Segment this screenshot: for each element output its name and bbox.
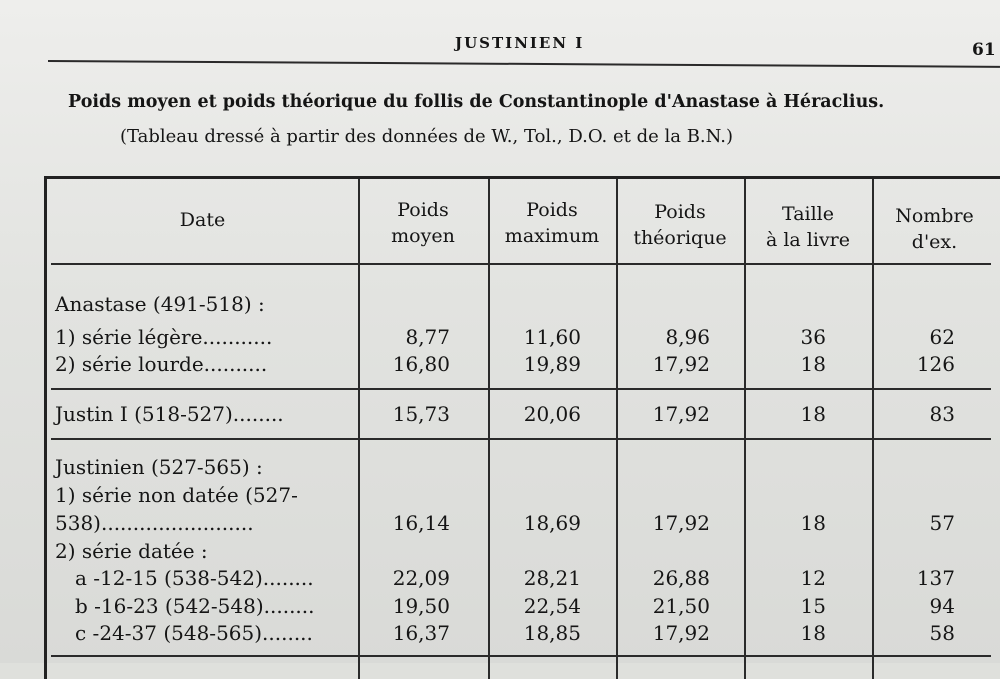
row-value: 15 xyxy=(800,594,826,618)
row-value: 126 xyxy=(916,352,955,376)
header-poids-moyen: Poids moyen xyxy=(391,199,455,247)
row-value: 16,14 xyxy=(392,511,450,535)
row-value: 8,96 xyxy=(665,325,710,349)
row-value: 15,73 xyxy=(392,402,450,426)
header-poids-maximum: Poids maximum xyxy=(504,199,600,247)
row-value: 19,50 xyxy=(392,594,450,618)
row-label: c -24-37 (548-565)........ xyxy=(75,621,313,645)
row-value: 17,92 xyxy=(652,511,710,535)
table-subtitle: (Tableau dressé à partir des données de W., Tol., D.O. et de la B.N.) xyxy=(120,126,733,147)
group-rule xyxy=(51,388,991,390)
header-nombre: Nombre d'ex. xyxy=(895,205,974,253)
row-value: 137 xyxy=(916,566,955,590)
row-value: 36 xyxy=(800,325,826,349)
header-poids-theorique: Poids théorique xyxy=(633,201,727,249)
row-label: 538)........................ xyxy=(55,511,254,535)
row-value: 83 xyxy=(929,402,955,426)
row-value: 22,09 xyxy=(392,566,450,590)
group-rule xyxy=(51,438,991,440)
row-label: Anastase (491-518) : xyxy=(55,292,265,316)
row-label: b -16-23 (542-548)........ xyxy=(75,594,315,618)
row-value: 18 xyxy=(800,352,826,376)
column-rule xyxy=(616,179,618,679)
header-taille: Taille à la livre xyxy=(765,203,851,251)
row-value: 16,80 xyxy=(392,352,450,376)
row-label: Justinien (527-565) : xyxy=(55,455,263,479)
follis-weight-table xyxy=(44,176,1000,679)
row-value: 57 xyxy=(929,511,955,535)
page-number: 61 xyxy=(972,40,996,60)
row-label: a -12-15 (538-542)........ xyxy=(75,566,314,590)
row-value: 16,37 xyxy=(392,621,450,645)
row-label: 1) série non datée (527- xyxy=(55,483,298,507)
row-value: 11,60 xyxy=(523,325,581,349)
row-value: 58 xyxy=(929,621,955,645)
row-value: 22,54 xyxy=(523,594,581,618)
row-value: 8,77 xyxy=(405,325,450,349)
row-value: 17,92 xyxy=(652,621,710,645)
row-value: 26,88 xyxy=(652,566,710,590)
row-value: 20,06 xyxy=(523,402,581,426)
row-value: 18 xyxy=(800,511,826,535)
group-rule xyxy=(51,655,991,657)
column-rule xyxy=(488,179,490,679)
header-date: Date xyxy=(179,209,226,231)
header-rule xyxy=(48,60,1000,68)
row-value: 94 xyxy=(929,594,955,618)
row-value: 17,92 xyxy=(652,402,710,426)
row-value: 62 xyxy=(929,325,955,349)
row-value: 18 xyxy=(800,621,826,645)
row-label: 1) série légère........... xyxy=(55,325,273,349)
header-bottom-rule xyxy=(51,263,991,265)
row-label: 2) série datée : xyxy=(55,539,208,563)
row-value: 18,69 xyxy=(523,511,581,535)
table-title: Poids moyen et poids théorique du follis de Constantinople d'Anastase à Héraclius. xyxy=(68,92,885,112)
row-value: 19,89 xyxy=(523,352,581,376)
row-value: 12 xyxy=(800,566,826,590)
row-value: 18 xyxy=(800,402,826,426)
row-value: 28,21 xyxy=(523,566,581,590)
running-head: JUSTINIEN I xyxy=(455,34,585,52)
row-value: 17,92 xyxy=(652,352,710,376)
row-value: 21,50 xyxy=(652,594,710,618)
row-label: 2) série lourde.......... xyxy=(55,352,268,376)
row-value: 18,85 xyxy=(523,621,581,645)
row-label: Justin I (518-527)........ xyxy=(55,402,284,426)
